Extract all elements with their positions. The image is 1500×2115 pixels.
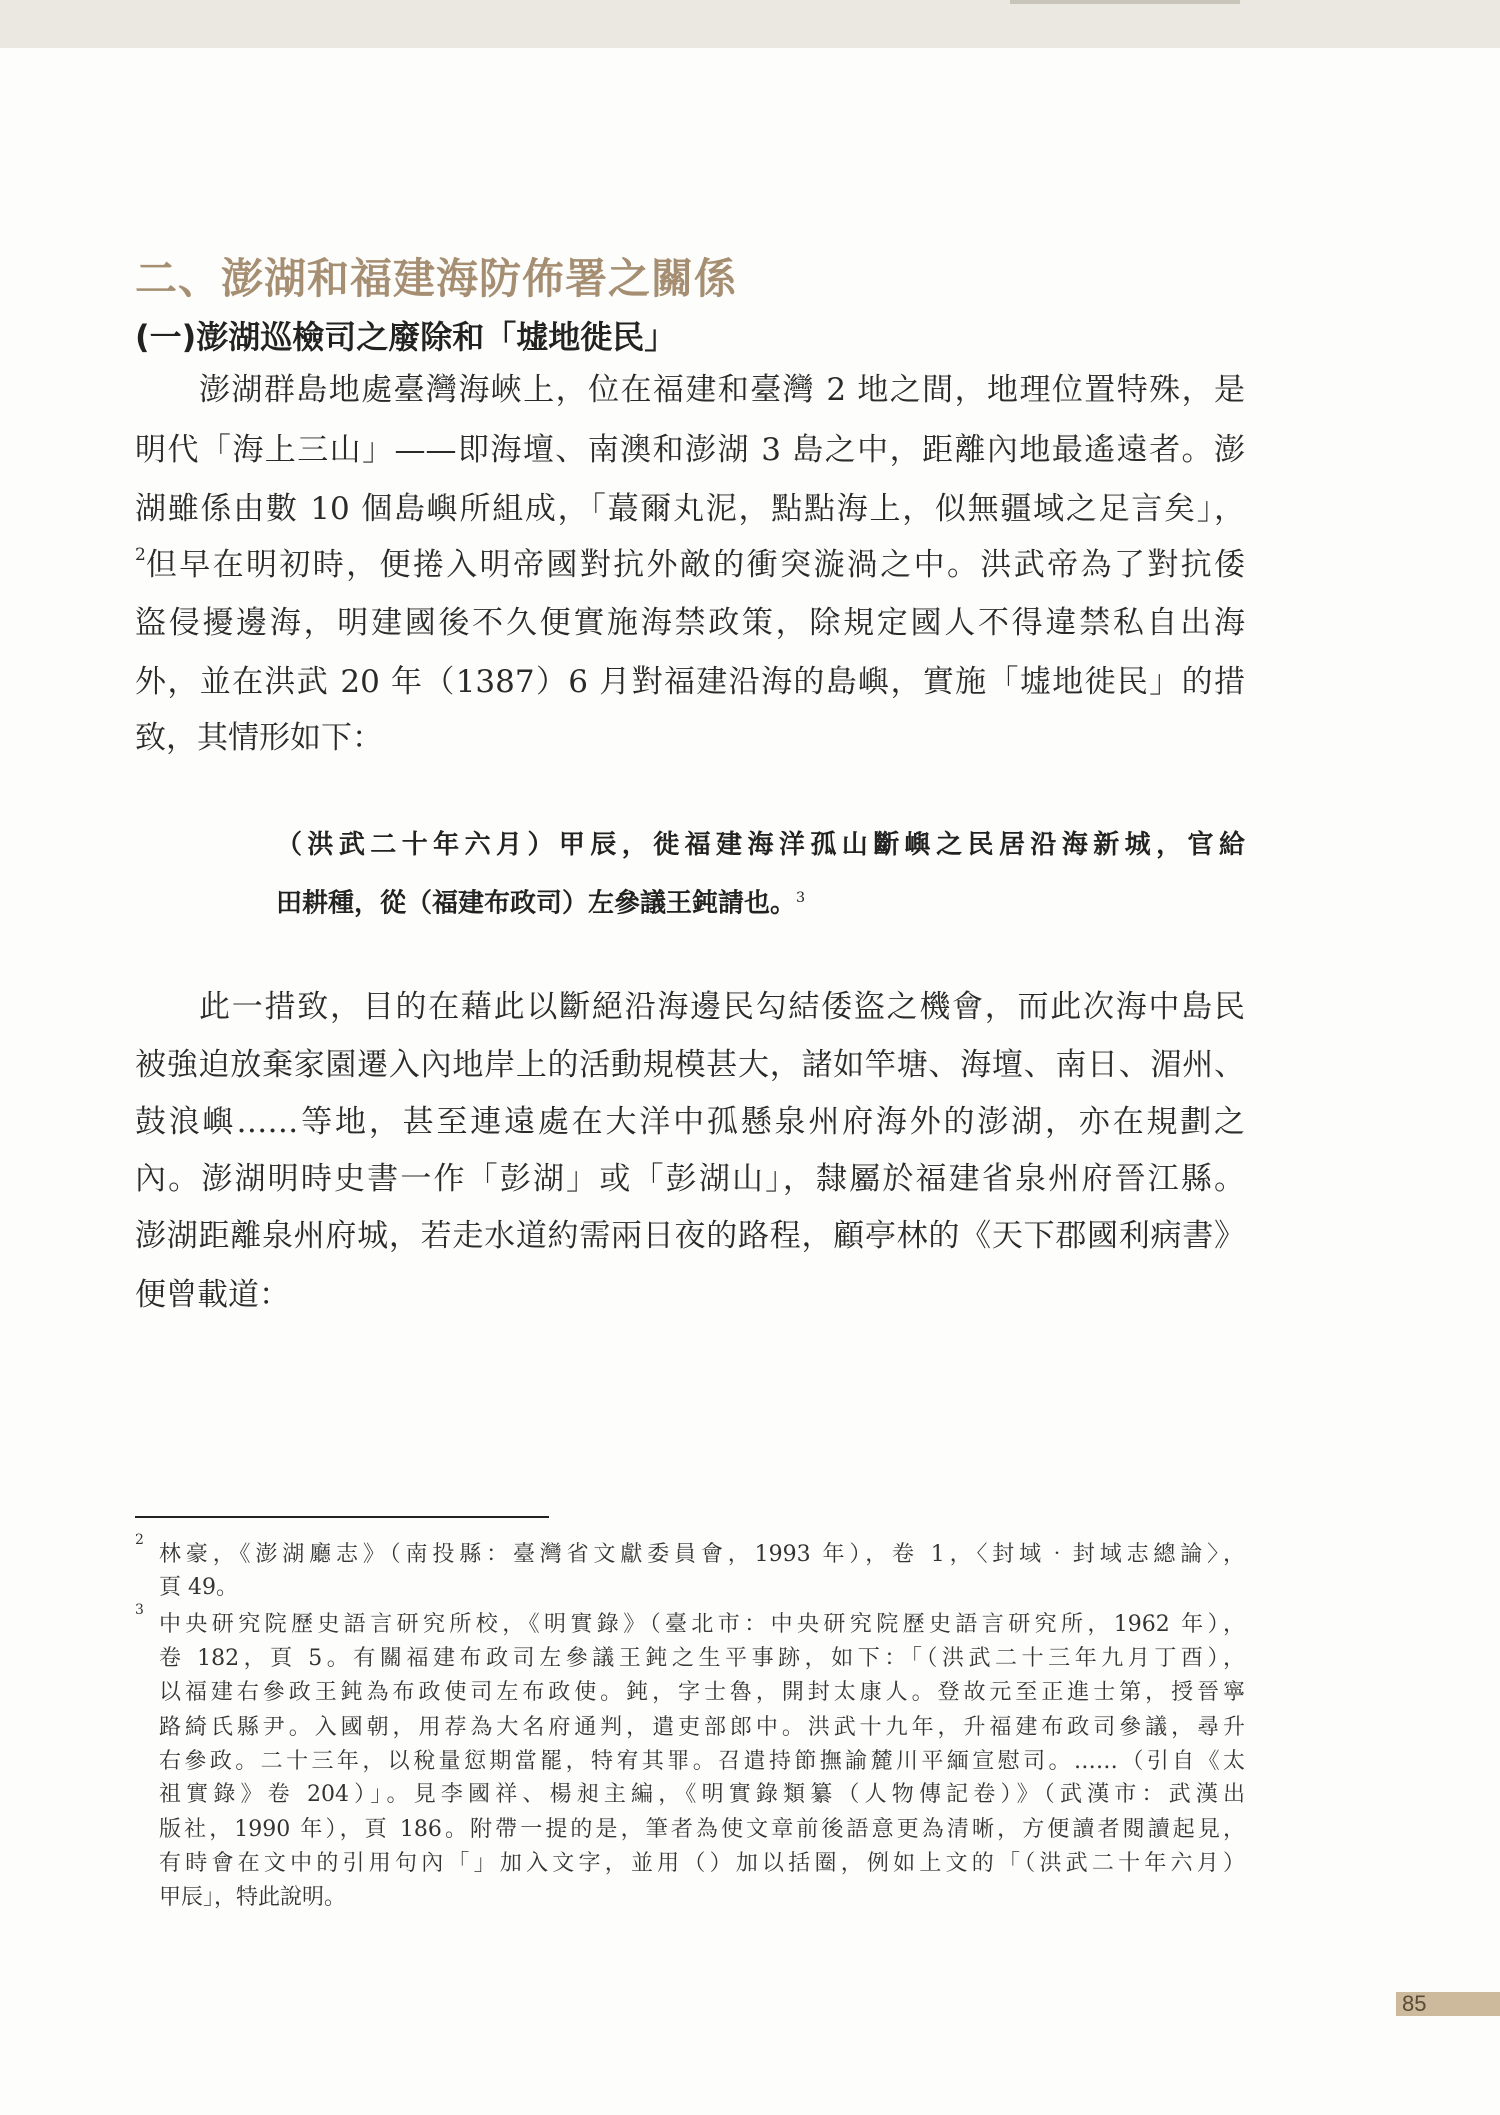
footnote-line: 以福建右參政王鈍為布政使司左布政使。鈍，字士魯，開封太康人。登故元至正進士第，授晉寧	[159, 1680, 1245, 1705]
footnote-ref[interactable]: 2	[135, 545, 146, 565]
section-title: 二、澎湖和福建海防佈署之關係	[135, 254, 738, 303]
footnote-line: 祖實錄》卷 204）」。見李國祥、楊昶主編，《明實錄類纂（人物傳記卷）》（武漢市：武漢出	[159, 1782, 1245, 1807]
body-line: 內。澎湖明時史書一作「彭湖」或「彭湖山」，隸屬於福建省泉州府晉江縣。	[135, 1161, 1245, 1197]
quote-line: （洪武二十年六月）甲辰，徙福建海洋孤山斷嶼之民居沿海新城，官給	[276, 830, 1245, 860]
quote-line	[276, 880, 1245, 919]
body-line: 盜侵擾邊海，明建國後不久便實施海禁政策，除規定國人不得違禁私自出海	[135, 605, 1245, 641]
body-line	[135, 545, 1245, 585]
footnote-number: 2	[135, 1532, 144, 1548]
body-line: 明代「海上三山」——即海壇、南澳和澎湖 3 島之中，距離內地最遙遠者。澎	[135, 432, 1245, 468]
body-line: 澎湖距離泉州府城，若走水道約需兩日夜的路程，顧亭林的《天下郡國利病書》	[135, 1218, 1245, 1254]
body-line: 此一措致，目的在藉此以斷絕沿海邊民勾結倭盜之機會，而此次海中島民	[199, 989, 1245, 1025]
footnote-line: 甲辰」，特此說明。	[159, 1885, 347, 1910]
body-line: 湖雖係由數 10 個島嶼所組成，「蕞爾丸泥，點點海上，似無疆域之足言矣」，	[135, 491, 1245, 527]
body-line: 便曾載道：	[135, 1277, 290, 1313]
subsection-title: (一)澎湖巡檢司之廢除和「墟地徙民」	[135, 318, 677, 356]
footnote-line: 右參政。二十三年，以稅量愆期當罷，特宥其罪。召遣持節撫諭麓川平緬宣慰司。……（引自《太	[159, 1749, 1245, 1774]
body-line: 外，並在洪武 20 年（1387）6 月對福建沿海的島嶼，實施「墟地徙民」的措	[135, 664, 1245, 700]
page-number: 85	[1396, 1992, 1500, 2016]
footnote-number: 3	[135, 1602, 144, 1618]
footnote-line: 有時會在文中的引用句內「」加入文字，並用（）加以括圈，例如上文的「（洪武二十年六月）	[159, 1851, 1245, 1876]
footnote-line: 路綺氏縣尹。入國朝，用荐為大名府通判，遣吏部郎中。洪武十九年，升福建布政司參議，尋升	[159, 1715, 1245, 1740]
body-line: 鼓浪嶼……等地，甚至連遠處在大洋中孤懸泉州府海外的澎湖，亦在規劃之	[135, 1104, 1245, 1140]
footnote-line: 林豪，《澎湖廳志》（南投縣：臺灣省文獻委員會，1993 年），卷 1，〈封域‧封域志總論〉，	[159, 1542, 1245, 1567]
footnote-line: 頁 49。	[159, 1575, 238, 1600]
footnote-ref[interactable]: 3	[796, 890, 806, 906]
header-mark	[1010, 0, 1240, 4]
scan-top-band	[0, 0, 1500, 48]
body-line-text: 但早在明初時，便捲入明帝國對抗外敵的衝突漩渦之中。洪武帝為了對抗倭	[145, 547, 1245, 583]
body-line: 致，其情形如下：	[135, 720, 383, 756]
body-line: 澎湖群島地處臺灣海峽上，位在福建和臺灣 2 地之間，地理位置特殊，是	[199, 372, 1245, 408]
footnote-line: 版社，1990 年），頁 186。附帶一提的是，筆者為使文章前後語意更為清晰，方便讀者閱讀起見，	[159, 1817, 1245, 1842]
quote-line-text: 田耕種，從（福建布政司）左參議王鈍請也。	[276, 888, 797, 919]
footnote-line: 中央研究院歷史語言研究所校，《明實錄》（臺北市：中央研究院歷史語言研究所，1962 年），	[159, 1612, 1245, 1637]
footnote-line: 卷 182，頁 5。有關福建布政司左參議王鈍之生平事跡，如下：「（洪武二十三年九月丁酉），	[159, 1646, 1245, 1671]
footnote-separator	[135, 1516, 549, 1518]
body-line: 被強迫放棄家園遷入內地岸上的活動規模甚大，諸如竿塘、海壇、南日、湄州、	[135, 1047, 1245, 1083]
